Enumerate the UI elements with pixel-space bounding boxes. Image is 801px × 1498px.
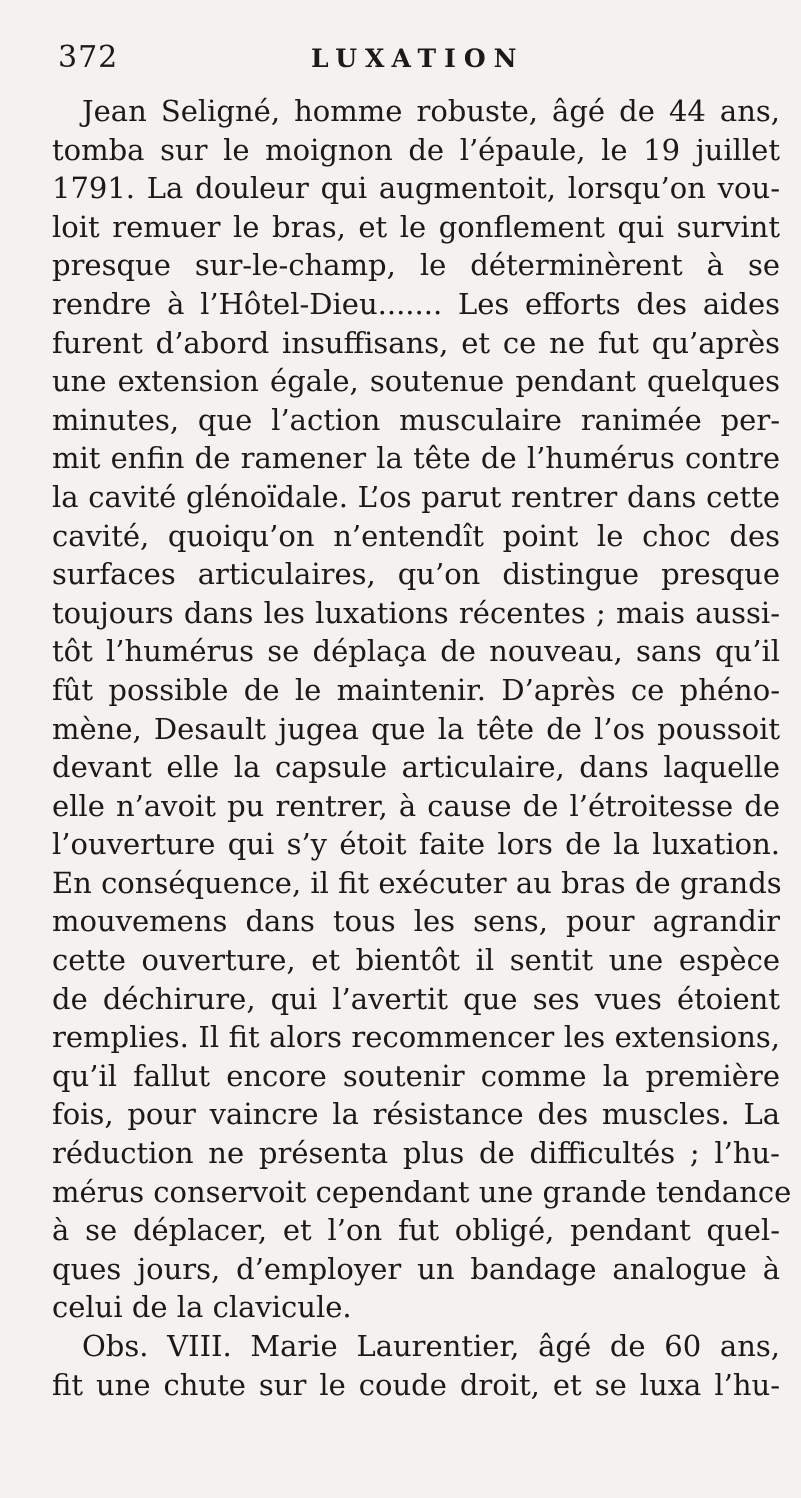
text-line: fût possible de le maintenir. D’après ce phéno- xyxy=(52,672,780,707)
text-line: rendre à l’Hôtel-Dieu....... Les efforts des aides xyxy=(52,286,780,321)
text-line: la cavité glénoïdale. L’os parut rentrer dans cette xyxy=(52,479,780,514)
text-line: fois, pour vaincre la résistance des muscles. La xyxy=(52,1097,780,1132)
text-line: cette ouverture, et bientôt il sentit une espèce xyxy=(52,943,780,978)
text-line: loit remuer le bras, et le gonflement qui survint xyxy=(52,209,780,244)
text-line: réduction ne présenta plus de difficultés ; l’hu- xyxy=(52,1136,780,1171)
text-line: celui de la clavicule. xyxy=(52,1290,352,1325)
text-line: minutes, que l’action musculaire ranimée per- xyxy=(52,402,780,437)
text-line: 1791. La douleur qui augmentoit, lorsqu’on vou- xyxy=(52,171,780,206)
text-line: une extension égale, soutenue pendant quelques xyxy=(52,364,780,399)
text-line: mit enfin de ramener la tête de l’humérus contre xyxy=(52,441,780,476)
text-line: remplies. Il fit alors recommencer les extensions, xyxy=(52,1020,780,1055)
running-head xyxy=(58,40,778,84)
running-title: LUXATION xyxy=(311,44,525,73)
text-line: de déchirure, qui l’avertit que ses vues étoient xyxy=(52,981,780,1016)
text-line: à se déplacer, et l’on fut obligé, pendant quel- xyxy=(52,1213,780,1248)
text-line: En conséquence, il fit exécuter au bras de grands xyxy=(52,865,782,900)
text-line: mérus conservoit cependant une grande tendance xyxy=(52,1174,792,1209)
text-line: presque sur-le-champ, le déterminèrent à se xyxy=(52,248,780,283)
text-line: furent d’abord insuffisans, et ce ne fut qu’après xyxy=(52,325,780,360)
text-line: tomba sur le moignon de l’épaule, le 19 juillet xyxy=(52,132,780,167)
text-line: toujours dans les luxations récentes ; mais aussi- xyxy=(52,595,780,630)
text-line: Jean Seligné, homme robuste, âgé de 44 ans, xyxy=(82,94,780,128)
text-line: mouvemens dans tous les sens, pour agrandir xyxy=(52,904,780,939)
page-number: 372 xyxy=(58,40,119,75)
text-line: qu’il fallut encore soutenir comme la première xyxy=(52,1058,780,1093)
text-line: ques jours, d’employer un bandage analogue à xyxy=(52,1251,780,1286)
text-line: devant elle la capsule articulaire, dans laquelle xyxy=(52,750,780,785)
text-line: l’ouverture qui s’y étoit faite lors de la luxation. xyxy=(52,827,780,862)
text-line: elle n’avoit pu rentrer, à cause de l’étroitesse de xyxy=(52,788,780,823)
text-line: tôt l’humérus se déplaça de nouveau, sans qu’il xyxy=(52,634,780,669)
text-line: cavité, quoiqu’on n’entendît point le choc des xyxy=(52,518,780,553)
text-line: mène, Desault jugea que la tête de l’os poussoit xyxy=(52,711,780,746)
body-text xyxy=(52,92,792,1404)
text-line: Obs. VIII. Marie Laurentier, âgé de 60 ans, xyxy=(82,1329,780,1363)
text-line: surfaces articulaires, qu’on distingue presque xyxy=(52,557,780,592)
text-line: fit une chute sur le coude droit, et se luxa l’hu- xyxy=(52,1367,780,1402)
